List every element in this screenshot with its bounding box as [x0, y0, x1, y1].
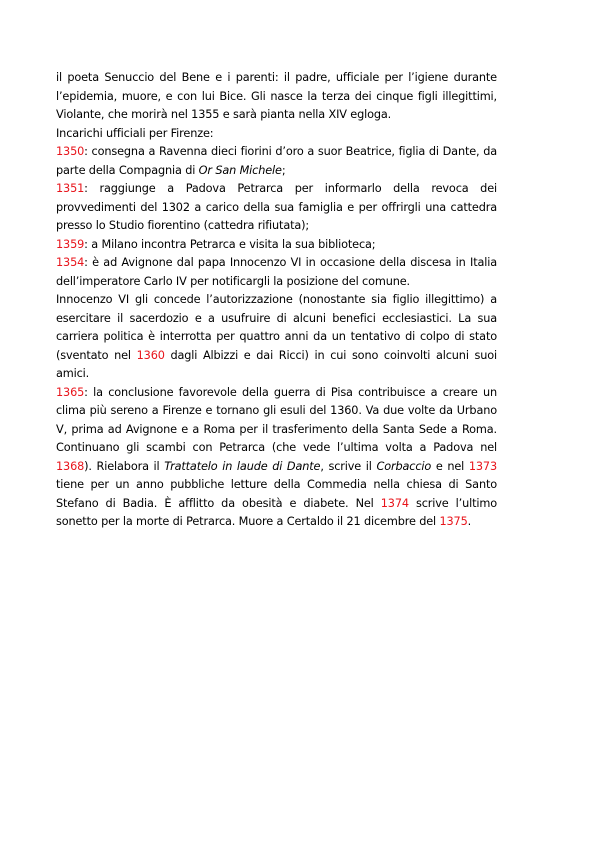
year-1373: 1373: [468, 459, 498, 473]
entry-1365-text-2: ). Rielabora il: [84, 459, 165, 473]
entry-1350-end: ;: [281, 163, 286, 177]
career-text-1: Innocenzo VI gli concede l’autorizzazione (nonostante sia figlio illegittimo) a esercitare il sacerdozio e a usufruire di alcuni benefici ecclesiastici. La sua carriera politica è interrotta per quattro anni da un tentativo di colpo di stato (sventato nel: [56, 293, 497, 362]
entry-1359-text: : a Milano incontra Petrarca e visita la sua biblioteca;: [84, 237, 376, 251]
entry-1350-italic: Or San Michele: [198, 163, 282, 177]
work-corbaccio: Corbaccio: [376, 459, 432, 473]
entry-1354-text: : è ad Avignone dal papa Innocenzo VI in occasione della discesa in Italia dell’imperatore Carlo IV per notificargli la posizione del comune.: [56, 256, 497, 288]
year-1374: 1374: [380, 496, 409, 510]
year-1351: 1351: [56, 182, 85, 195]
entry-1365-text-5: tiene per un anno pubbliche letture della Commedia nella chiesa di Santo Stefano di Badia. È afflitto da obesità e diabete. Nel: [56, 478, 497, 510]
paragraph-intro: [56, 69, 497, 532]
entry-1350-text: : consegna a Ravenna dieci fiorini d’oro a suor Beatrice, figlia di Dante, da parte della Compagnia di: [56, 145, 497, 177]
year-1359: 1359: [56, 237, 85, 251]
entry-1365-text-3: , scrive il: [320, 459, 377, 473]
year-1350: 1350: [56, 145, 85, 158]
entry-1365-text-6: scrive l’ultimo sonetto per la morte di Petrarca. Muore a Certaldo il 21 dicembre del: [56, 496, 497, 528]
work-trattatello: Trattatelo in laude di Dante: [164, 459, 321, 473]
offices-heading: Incarichi ufficiali per Firenze:: [56, 126, 214, 140]
intro-text: il poeta Senuccio del Bene e i parenti: il padre, ufficiale per l’igiene durante l’epidemia, muore, e con lui Bice. Gli nasce la terza dei cinque figli illegittimi, Violante, che morirà nel 1355 e sarà pianta nella XIV egloga.: [56, 71, 497, 121]
entry-1351-text: : raggiunge a Padova Petrarca per informarlo della revoca dei provvedimenti del 1302 a carico della sua famiglia e per offrirgli una cattedra presso lo Studio fiorentino (cattedra rifiutata);: [56, 182, 497, 232]
year-1368: 1368: [56, 459, 85, 473]
document-body: [56, 69, 497, 532]
year-1360: 1360: [136, 348, 165, 362]
year-1354: 1354: [56, 256, 85, 269]
entry-1365-text-7: .: [467, 515, 472, 528]
entry-1365-text-1: : la conclusione favorevole della guerra di Pisa contribuisce a creare un clima più sereno a Firenze e tornano gli esuli del 1360. Va due volte da Urbano V, prima ad Avignone e a Roma per il trasferimento della Santa Sede a Roma. Continuano gli scambi con Petrarca (che vede l’ultima volta a Padova nel: [56, 385, 497, 454]
year-1375: 1375: [439, 515, 468, 528]
entry-1365-text-4: e nel: [431, 459, 469, 473]
career-text-2: dagli Albizzi e dai Ricci) in cui sono coinvolti alcuni suoi amici.: [56, 348, 497, 380]
year-1365: 1365: [56, 385, 85, 399]
